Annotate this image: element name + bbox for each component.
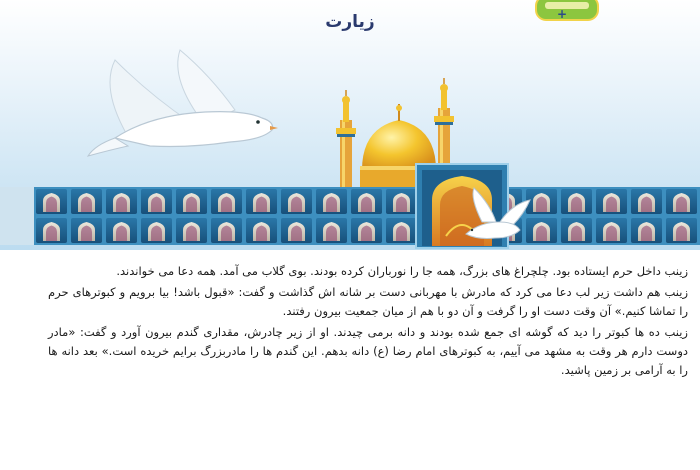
paragraph-2: زینب هم داشت زیر لب دعا می کرد که مادرش با مهربانی دست بر شانه اش گذاشت و گفت: «قبول باشد! بیا برویم و کبوترهای حرم را تماشا کنیم.» آن وقت دست او را گرفت و آن دو با هم از میان جمعیت بیرون رفتند. <box>48 285 688 318</box>
svg-text:+: + <box>557 7 568 21</box>
wall-edge <box>0 187 34 245</box>
story-text <box>48 262 688 382</box>
tile-wall <box>34 187 700 245</box>
page-title: زیارت <box>325 12 375 32</box>
paragraph-1: زینب داخل حرم ایستاده بود. چلچراغ های بزرگ، همه جا را نورباران کرده بودند. بوی گلاب می آمد. همه دعا می خواندند. <box>116 264 688 278</box>
paragraph-3: زینب ده ها کبوتر را دید که گوشه ای جمع شده بودند و دانه برمی چیدند. او از زیر چادرش، مقداری گندم بیرون آورد و گفت: «مادر دوست دارم هر وقت به مشهد می آییم، به کبوترهای امام رضا (ع) دانه بدهم. این گندم ها را مادربزرگ برایم خریده است.» بعد دانه ها را به آرامی بر زمین پاشید. <box>48 325 688 377</box>
